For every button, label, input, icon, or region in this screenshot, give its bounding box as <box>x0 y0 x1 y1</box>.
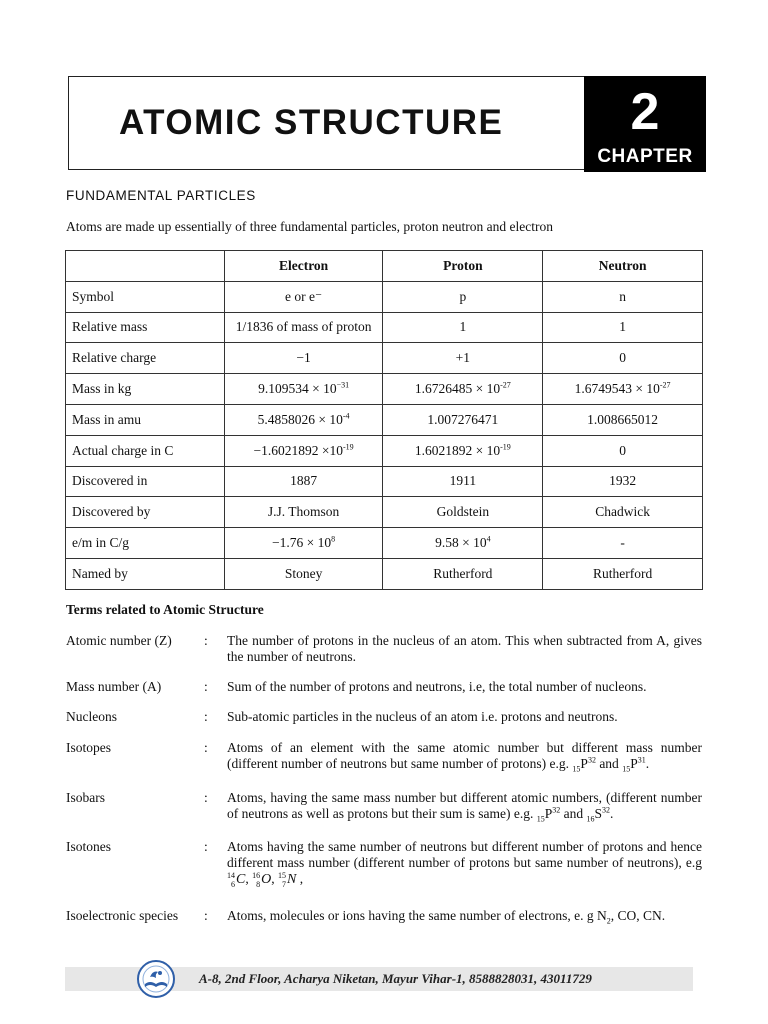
element-symbol: P <box>580 756 588 771</box>
term-colon: : <box>204 790 208 805</box>
row-label: Actual charge in C <box>66 435 225 466</box>
proton-cell: Goldstein <box>383 497 543 528</box>
electron-cell: J.J. Thomson <box>224 497 383 528</box>
nuclide-numbers <box>278 871 286 889</box>
electron-cell <box>224 374 383 405</box>
electron-cell <box>224 528 383 559</box>
table-row <box>66 404 703 435</box>
table-row <box>66 374 703 405</box>
table-row <box>66 312 703 343</box>
element-symbol: P <box>630 756 638 771</box>
electron-cell: 1/1836 of mass of proton <box>224 312 383 343</box>
electron-cell: e or e⁻ <box>224 281 383 312</box>
terms-heading: Terms related to Atomic Structure <box>66 602 264 617</box>
term-name: Isoelectronic species <box>66 908 179 923</box>
value-exponent: 4 <box>486 534 491 544</box>
value-exponent: −31 <box>336 380 350 390</box>
chapter-badge <box>584 76 706 172</box>
conjunction: and <box>560 806 587 821</box>
value-base: 1.6749543 × 10 <box>574 381 660 397</box>
proton-cell: Rutherford <box>383 558 543 589</box>
proton-cell <box>383 528 543 559</box>
term-name: Isotopes <box>66 740 111 755</box>
term-colon: : <box>204 709 208 724</box>
atomic-number: 15 <box>572 764 581 774</box>
value-exponent: -19 <box>342 442 354 452</box>
row-label: Symbol <box>66 281 225 312</box>
neutron-cell: 0 <box>543 343 703 374</box>
atomic-number: 16 <box>586 814 595 824</box>
header-cell-neutron: Neutron <box>543 251 703 282</box>
proton-cell: p <box>383 281 543 312</box>
neutron-cell: 1.008665012 <box>543 404 703 435</box>
table-row <box>66 497 703 528</box>
term-name: Isobars <box>66 790 105 805</box>
element-symbol: P <box>544 806 553 821</box>
proton-cell <box>383 374 543 405</box>
element-symbol: S <box>594 806 602 821</box>
row-label: Relative mass <box>66 312 225 343</box>
separator: , <box>271 871 278 887</box>
row-label: Discovered by <box>66 497 225 528</box>
header-cell-proton: Proton <box>383 251 543 282</box>
definition-text: Atoms, having the same mass number but different atomic numbers, (different number of neutrons as well as protons but their sum is same) e.g. <box>227 790 702 821</box>
element-symbol: C <box>236 872 246 888</box>
value-base: −1.6021892 ×10 <box>253 442 343 458</box>
term-definition <box>227 790 702 822</box>
term-definition: The number of protons in the nucleus of an atom. This when subtracted from A, gives the number of neutrons. <box>227 633 702 664</box>
atomic-number: 7 <box>281 880 286 889</box>
mass-number: 15 <box>277 871 286 880</box>
electron-cell: Stoney <box>224 558 383 589</box>
row-label: Named by <box>66 558 225 589</box>
electron-cell: 1887 <box>224 466 383 497</box>
table-row <box>66 281 703 312</box>
term-definition: Sub-atomic particles in the nucleus of an atom i.e. protons and neutrons. <box>227 709 618 724</box>
mass-number: 32 <box>552 805 561 815</box>
nuclide-nitrogen <box>278 871 296 889</box>
mass-number: 31 <box>637 755 646 765</box>
value-exponent: 8 <box>331 534 336 544</box>
neutron-cell: n <box>543 281 703 312</box>
term-definition <box>227 839 702 889</box>
neutron-cell <box>543 374 703 405</box>
row-label: Relative charge <box>66 343 225 374</box>
proton-cell <box>383 435 543 466</box>
chapter-number: 2 <box>630 83 660 141</box>
chapter-header <box>68 76 706 170</box>
term-name: Mass number (A) <box>66 679 162 694</box>
value-base: −1.76 × 10 <box>272 535 332 551</box>
conjunction: and <box>595 756 623 771</box>
separator: , <box>245 871 253 887</box>
electron-cell <box>224 404 383 435</box>
institute-logo-icon <box>136 959 176 999</box>
value-exponent: -4 <box>342 411 350 421</box>
proton-cell: 1911 <box>383 466 543 497</box>
neutron-cell: - <box>543 528 703 559</box>
footer-address: A-8, 2nd Floor, Acharya Niketan, Mayur Vihar-1, 8588828031, 43011729 <box>199 971 592 986</box>
nuclide-numbers <box>227 871 235 889</box>
term-definition <box>227 908 702 924</box>
neutron-cell: 1932 <box>543 466 703 497</box>
mass-number: 32 <box>587 755 596 765</box>
value-base: 9.58 × 10 <box>435 535 487 551</box>
definition-text: Atoms of an element with the same atomic number but different mass number (different number of neutrons but same number of protons) e.g. <box>227 740 702 771</box>
term-name: Nucleons <box>66 709 117 724</box>
table-row <box>66 558 703 589</box>
term-definition <box>227 740 702 772</box>
term-name: Atomic number (Z) <box>66 633 172 648</box>
subscript: 2 <box>606 916 611 926</box>
section-title: FUNDAMENTAL PARTICLES <box>66 188 256 203</box>
nuclide-carbon <box>227 871 245 889</box>
table-row <box>66 435 703 466</box>
value-base: 1.6021892 × 10 <box>414 442 501 458</box>
row-label: Discovered in <box>66 466 225 497</box>
term-colon: : <box>204 679 208 694</box>
row-label: Mass in kg <box>66 374 225 405</box>
electron-cell: −1 <box>224 343 383 374</box>
atomic-number: 8 <box>256 880 261 889</box>
intro-text: Atoms are made up essentially of three fundamental particles, proton neutron and electron <box>66 219 553 234</box>
mass-number: 16 <box>252 871 261 880</box>
nuclide-numbers <box>252 871 260 889</box>
header-cell-electron: Electron <box>224 251 383 282</box>
value-base: 9.109534 × 10 <box>258 381 337 397</box>
terminal-punctuation: , <box>296 871 304 887</box>
particles-table <box>65 250 703 590</box>
header-cell-empty <box>66 251 225 282</box>
neutron-cell: Rutherford <box>543 558 703 589</box>
page-title: ATOMIC STRUCTURE <box>119 103 504 142</box>
term-name: Isotones <box>66 839 111 854</box>
atomic-number: 15 <box>622 764 631 774</box>
definition-end: , CO, CN. <box>610 908 666 923</box>
term-colon: : <box>204 839 208 854</box>
nuclide-oxygen <box>252 871 271 889</box>
terminal-punctuation: . <box>609 806 614 821</box>
row-label: e/m in C/g <box>66 528 225 559</box>
atomic-number: 15 <box>536 814 545 824</box>
table-header-row <box>66 251 703 282</box>
table-row <box>66 343 703 374</box>
table-row <box>66 528 703 559</box>
neutron-cell: Chadwick <box>543 497 703 528</box>
proton-cell: +1 <box>383 343 543 374</box>
value-exponent: -19 <box>500 442 511 452</box>
proton-cell: 1 <box>383 312 543 343</box>
terminal-punctuation: . <box>645 756 650 771</box>
chapter-label: CHAPTER <box>597 146 693 167</box>
mass-number: 14 <box>227 871 235 880</box>
element-symbol: N <box>286 872 297 888</box>
term-colon: : <box>204 740 208 755</box>
row-label: Mass in amu <box>66 404 225 435</box>
value-base: 5.4858026 × 10 <box>257 411 343 427</box>
element-symbol: O <box>261 872 272 888</box>
term-definition: Sum of the number of protons and neutrons, i.e, the total number of nucleons. <box>227 679 647 694</box>
term-colon: : <box>204 633 208 648</box>
neutron-cell: 0 <box>543 435 703 466</box>
value-exponent: -27 <box>500 380 511 390</box>
mass-number: 32 <box>601 805 610 815</box>
atomic-number: 6 <box>231 880 235 889</box>
neutron-cell: 1 <box>543 312 703 343</box>
table-row <box>66 466 703 497</box>
electron-cell <box>224 435 383 466</box>
proton-cell: 1.007276471 <box>383 404 543 435</box>
term-colon: : <box>204 908 208 923</box>
definition-text: Atoms having the same number of neutrons but different number of protons and hence different mass number (different number of protons but same number of neutrons), e.g <box>227 839 702 870</box>
value-base: 1.6726485 × 10 <box>414 381 501 397</box>
definition-text: Atoms, molecules or ions having the same number of electrons, e. g N <box>227 908 607 923</box>
value-exponent: -27 <box>659 380 671 390</box>
